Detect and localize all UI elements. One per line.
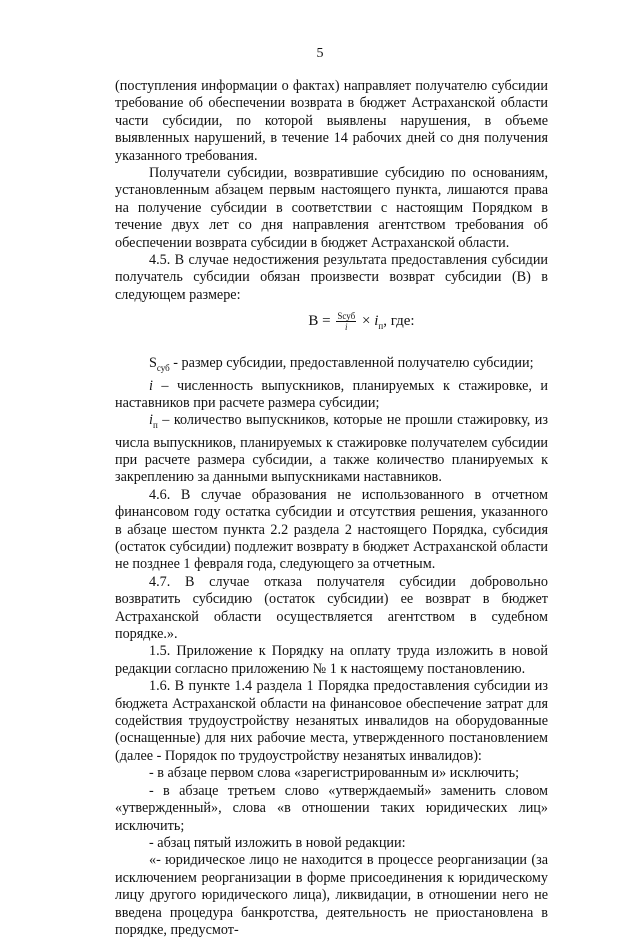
formula-var: i [374, 313, 379, 330]
refund-formula [115, 310, 548, 337]
def-text-ip: – количество выпускников, которые не прошли стажировку, из числа выпускников, планируемых к стажировке получателем субсидии при расчете размера субсидии, а также количество планируемых к закреплению за данными выпускниками наставников. [115, 412, 548, 486]
definition-i [115, 378, 548, 413]
document-body [115, 78, 548, 939]
formula-fraction [336, 311, 356, 332]
def-text-s: - размер субсидии, предоставленной получателю субсидии; [169, 355, 534, 372]
def-symbol-i: i [149, 377, 153, 394]
definition-s-sub [115, 355, 548, 377]
def-text-i: – численность выпускников, планируемых к стажировке, и наставников при расчете размера субсидии; [115, 377, 548, 411]
paragraph-first-abzac: - в абзаце первом слова «зарегистрированным и» исключить; [149, 765, 520, 782]
paragraph-new-wording: «- юридическое лицо не находится в процессе реорганизации (за исключением реорганизации в форме присоединения к юридическому лицу другого юридического лица), ликвидации, в отношении него не введена процедура банкротства, деятельность не приостановлена в порядке, предусмот- [115, 852, 548, 938]
paragraph-1-6: 1.6. В пункте 1.4 раздела 1 Порядка предоставления субсидии из бюджета Астраханской области на финансовое обеспечение затрат для содействия трудоустройству незанятых инвалидов на оборудованные (оснащенные) для них рабочие места, утвержденного постановлением (далее - Порядок по трудоустройству незанятых инвалидов): [115, 678, 548, 764]
paragraph-4-7: 4.7. В случае отказа получателя субсидии добровольно возвратить субсидию (остаток субсидии) ее возврат в бюджет Астраханской области осуществляется агентством в судебном порядке.». [115, 573, 548, 643]
paragraph-4-6: 4.6. В случае образования не использованного в отчетном финансовом году остатка субсидии и отсутствия решения, указанного в абзаце шестом пункта 2.2 раздела 2 настоящего Порядка, субсидия (остаток субсидии) подлежит возврату в бюджет Астраханской области не позднее 1 февраля года, следующего за отчетным. [115, 486, 548, 573]
paragraph-1-5: 1.5. Приложение к Порядку на оплату труда изложить в новой редакции согласно приложению № 1 к настоящему постановлению. [115, 643, 548, 677]
def-symbol-s: S [149, 355, 157, 372]
definition-i-p [115, 412, 548, 486]
paragraph-continuation: (поступления информации о фактах) направляет получателю субсидии требование об обеспечении возврата в бюджет Астраханской области части субсидии, по которой выявлены нарушения, в объеме выявленных нарушений, в течение 14 рабочих дней со дня получения указанного требования. [115, 78, 548, 164]
formula-numerator: Sсуб [337, 311, 356, 322]
def-symbol-ip: i [149, 412, 153, 429]
paragraph-fifth-abzac: - абзац пятый изложить в новой редакции: [149, 834, 406, 851]
formula-var-sub: п [378, 321, 384, 332]
def-symbol-s-sub: суб [156, 363, 170, 374]
formula-times: × [361, 313, 371, 330]
page-number: 5 [316, 46, 324, 61]
paragraph-third-abzac: - в абзаце третьем слово «утверждаемый» заменить словом «утвержденный», слова «в отношении таких юридических лиц» исключить; [115, 782, 548, 834]
formula-tail: , где: [383, 313, 415, 330]
formula-denominator: i [345, 322, 348, 333]
paragraph-recipients-lose-right: Получатели субсидии, возвратившие субсидию по основаниям, установленным абзацем первым настоящего пункта, лишаются права на получение субсидии в соответствии с настоящим Порядком в течение двух лет со дня направления агентством требования об обеспечении возврата субсидии в бюджет Астраханской области. [115, 165, 548, 251]
paragraph-4-5: 4.5. В случае недостижения результата предоставления субсидии получатель субсидии обязан произвести возврат субсидии (В) в следующем размере: [115, 252, 548, 303]
formula-lhs: В = [308, 313, 331, 330]
def-symbol-ip-sub: п [152, 420, 158, 431]
